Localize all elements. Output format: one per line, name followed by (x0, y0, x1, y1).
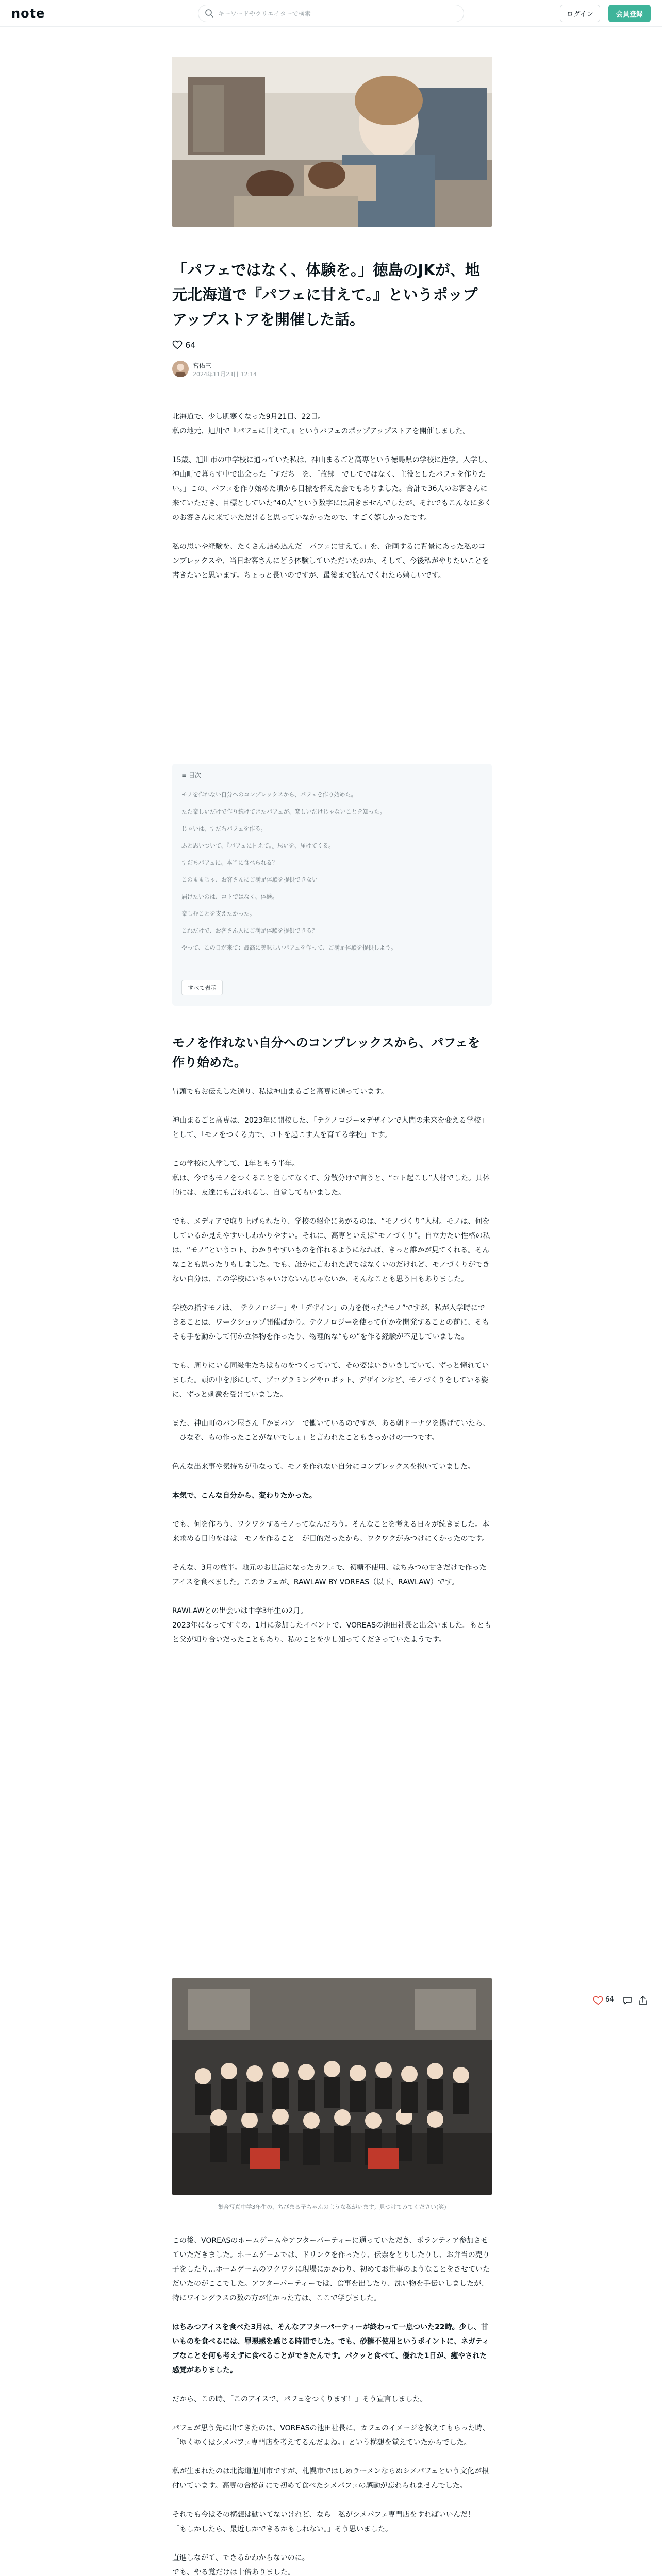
toc-heading[interactable]: ≡ 目次 (181, 772, 201, 779)
like-count: 64 (185, 340, 196, 350)
paragraph: でも、何を作ろう、ワクワクするモノってなんだろう。そんなことを考える日々が続きました。本来求める目的をはは「モノを作ること」が目的だったから、ワクワクがみつけにくかったのです。 (172, 1520, 490, 1543)
like-counter[interactable] (172, 340, 195, 352)
paragraph: この後、VOREASのホームゲームやアフターパーティーに通っていただき、ボランティア参加させていただきました。ホームゲームでは、ドリンクを作ったり、伝票をとりしたりし、お弁当の売り子をしたり…ホームゲームのワクワクに現場にかかわり、初めてお仕事のようなことをさせていただいたのがここでした。アフターパーティーでは、食事を出したり、洗い物を手伝いしましたが、特にワイングラスの数の方が忙かった方は、ここで学びました。 (172, 2236, 490, 2302)
intro-line-1: 北海道で、少し肌寒くなった9月21日、22日。 (172, 413, 325, 421)
paragraph: それでも今はその構想は動いてないけれど、なら「私がシメパフェ専門店をすればいいんだ！」「もしかしたら、最近しかできるかもしれない。」そう思いました。 (172, 2511, 482, 2533)
section-2-body (172, 2233, 492, 2576)
article-title: 「パフェではなく、体験を。」徳島のJKが、地元北海道で『パフェに甘えて。』というポップアップストアを開催した話。 (172, 261, 480, 328)
comment-icon[interactable] (623, 1996, 632, 2005)
share-icon[interactable] (638, 1995, 648, 2006)
toc-item[interactable]: やって、この日が来て：最高に美味しいパフェを作って、ご満足体験を提供しよう。 (181, 939, 483, 956)
photo-caption: 集合写真中学3年生の、ちびまる子ちゃんのような私がいます。見つけてみてください(笑) (218, 2204, 446, 2210)
post-date: 2024年11月23日 12:14 (193, 371, 257, 378)
toc-item[interactable]: これだけで、お客さん人にご満足体験を提供できる？ (181, 922, 483, 939)
paragraph: この学校に入学して、1年ともう半年。 (172, 1160, 300, 1168)
toc-item[interactable]: すだちパフェに、本当に食べられる？ (181, 854, 483, 871)
toc-list (181, 786, 483, 956)
floating-like-count: 64 (605, 1996, 614, 2004)
search-icon (205, 9, 214, 18)
paragraph: 冒頭でもお伝えした通り、私は神山まるごと高専に通っています。 (172, 1088, 388, 1096)
paragraph: また、神山町のパン屋さん「かまパン」で働いているのですが、ある朝ドーナツを揚げていたら、「ひなぞ、もの作ったことがないでしょ」と言われたこともきっかけの一つです。 (172, 1419, 490, 1442)
section-1-body (172, 1084, 492, 1662)
toc-item[interactable]: このままじゃ、お客さんにご満足体験を提供できない (181, 871, 483, 888)
toc-item[interactable]: モノを作れない自分へのコンプレックスから、パフェを作り始めた。 (181, 786, 483, 803)
paragraph: 2023年になってすぐの、1月に参加したイベントで、VOREASの池田社長と出会いました。もともと父が知り合いだったこともあり、私のことを少し知ってくださっていたようです。 (172, 1621, 492, 1644)
paragraph: 私が生まれたのは北海道旭川市ですが、札幌市ではしめラーメンならぬシメパフェという文化が根付いています。高専の合格前にで初めて食べたシメパフェの感動が忘れられませんでした。 (172, 2467, 489, 2490)
paragraph: 直進しながて、できるかわからないのに。 (172, 2554, 309, 2562)
paragraph: 学校の指すモノは、「テクノロジー」や「デザイン」の力を使った“モノ”ですが、私が入学時にできることは、ワークショップ開催ばかり。テクノロジーを使って何かを開発することの前に、そもそも手を動かして何か立体物を作ったり、物理的な“もの”を作る経験が不足していました。 (172, 1304, 489, 1341)
paragraph: でも、メディアで取り上げられたり、学校の紹介にあがるのは、“モノづくり”人材。モノは、何をしているか見えやすいしわかりやすい。それに、高専といえば“モノづくり”。自立力たい性格の私は、“モノ”というコト、わかりやすいものを作れるようになれば、きっと誰かが見てくれる。そんなことも思ったりもしました。でも、誰かに言われた訳ではなくいのだけれど、モノづくりができない自分は、この学校にいちゃいけないんじゃないか、そんなことも思う日もありました。 (172, 1217, 490, 1283)
toc-show-all-button[interactable]: すべて表示 (181, 980, 223, 995)
author-name[interactable]: 宮佑三 (193, 362, 212, 369)
table-of-contents (172, 764, 492, 1006)
toc-item[interactable]: たた楽しいだけで作り続けてきたパフェが、楽しいだけじゃないことを知った。 (181, 803, 483, 820)
hero-image (172, 57, 492, 227)
search-input[interactable] (218, 8, 455, 20)
floating-action-bar (593, 1994, 650, 2008)
paragraph: 色んな出来事や気持ちが重なって、モノを作れない自分にコンプレックスを抱いていました。 (172, 1463, 475, 1471)
login-button[interactable]: ログイン (560, 5, 600, 22)
note-logo[interactable]: note (11, 6, 45, 21)
article-intro (172, 410, 492, 597)
paragraph: だから、この時、「このアイスで、パフェをつくります！」そう宣言しました。 (172, 2395, 427, 2403)
paragraph: でも、やる覚だけは十倍ありました。 (172, 2568, 295, 2576)
paragraph: でも、周りにいる同級生たちはものをつくっていて、その姿はいきいきしていて、ずっと憧れていました。頭の中を形にして、プログラミングやロボット、デザインなど、モノづくりをしている姿に、ずっと刺激を受けていました。 (172, 1362, 489, 1399)
search-box[interactable] (198, 5, 464, 22)
toc-item[interactable]: 楽しむことを支えたかった。 (181, 905, 483, 922)
toc-item[interactable]: 届けたいのは、コトではなく、体験。 (181, 888, 483, 905)
group-photo (172, 1978, 492, 2195)
section-heading: モノを作れない自分へのコンプレックスから、パフェを作り始めた。 (172, 1036, 481, 1070)
intro-line-2: 私の地元、旭川で『パフェに甘えて。』というパフェのポップアップストアを開催しました。 (172, 427, 470, 435)
paragraph: パフェが思う先に出てきたのは、VOREASの池田社長に、カフェのイメージを教えてもらった時、「ゆくゆくはシメパフェ専門店を考えてるんだよね。」という構想を覚えていたからでした。 (172, 2424, 490, 2447)
toc-item[interactable]: ふと思いついて、『パフェに甘えて。』思いを、届けてくる。 (181, 837, 483, 854)
toc-item[interactable]: じゃいは、すだちパフェを作る。 (181, 820, 483, 837)
paragraph: 私は、今でもモノをつくることをしてなくて、分散分けで言うと、“コト起こし”人材でした。具体的には、友達にも言われるし、自覚してもいました。 (172, 1174, 490, 1197)
paragraph: RAWLAWとの出会いは中学3年生の2月。 (172, 1607, 308, 1615)
intro-paragraph-3: 私の思いや経験を、たくさん詰め込んだ「パフェに甘えて。」を、企画するに背景にあった私のコンプレックスや、当日お客さんにどう体験していただいたのか、そして、今後私がやりたいことを書きたいと思います。ちょっと長いのですが、最後まで読んでくれたら嬉しいです。 (172, 543, 489, 580)
author-avatar[interactable] (172, 361, 189, 377)
heart-icon[interactable] (593, 1996, 603, 2005)
paragraph: そんな、3月の放半。地元のお世話になったカフェで、初糖不使用、はちみつの甘さだけで作ったアイスを食べました。このカフェが、RAWLAW BY VOREAS（以下、RAWLAW）です。 (172, 1564, 487, 1586)
top-bar (0, 0, 662, 27)
paragraph: 神山まるごと高専は、2023年に開校した、「テクノロジー×デザインで人間の未来を変える学校」として、「モノをつくる力で、コトを起こす人を育てる学校」です。 (172, 1116, 488, 1139)
intro-paragraph-2: 15歳、旭川市の中学校に通っていた私は、神山まるごと高専という徳島県の学校に進学。入学し、神山町で暮らす中で出会った「すだち」を、「故郷」でしてではなく、主役としたパフェを作りたい。」この、パフェを作り始めた頃から目標を杯えた会でもありました。合計で36人のお客さんに来ていただき、目標としていた“40人”という数字には届きませんでしたが、それでもこんなに多くのお客さんに来ていただけると思っていなかったので、すごく嬉しかったです。 (172, 456, 492, 522)
signup-button[interactable]: 会員登録 (608, 5, 651, 22)
emphasis-paragraph: はちみつアイスを食べた3月は、そんなアフターパーティーが終わって一息ついた22時。少し、甘いものを食べるには、罪悪感を感じる時間でした。でも、砂糖不使用というポイントに、ネガティブなことを何も考えずに食べることができたんです。パクッと食べて、優れた1日が、癒やされた感覚がありました。 (172, 2323, 489, 2375)
emphasis-line: 本気で、こんな自分から、変わりたかった。 (172, 1492, 317, 1500)
heart-icon[interactable] (172, 340, 183, 349)
